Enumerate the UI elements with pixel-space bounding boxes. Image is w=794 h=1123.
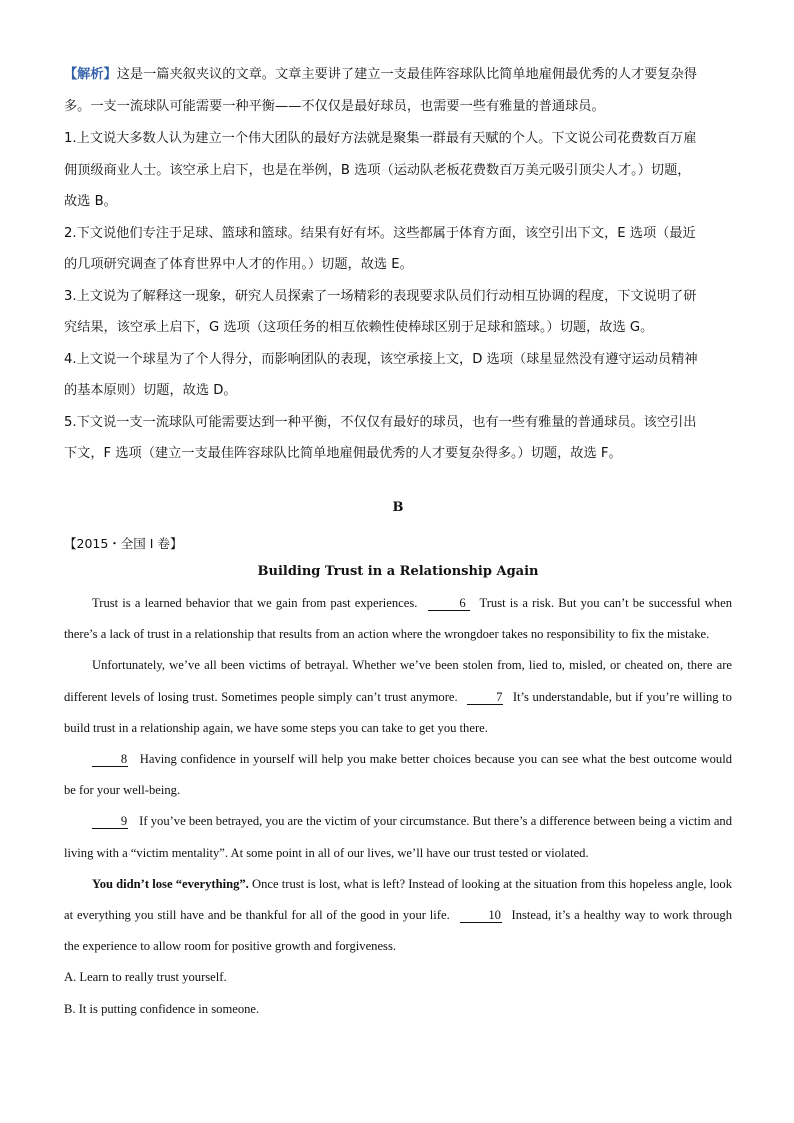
paragraph-1: Trust is a learned behavior that we gain from past experiences. 6 Trust is a risk. But you can’t be successful when there’s a lack of trust in a relationship that results from an action where the wrongdoer takes no responsibility to fix the mistake. bbox=[64, 596, 732, 642]
analysis-item-1-line-1: 1.上文说大多数人认为建立一个伟大团队的最好方法就是聚集一群最有天赋的个人。下文说公司花费数百万雇 bbox=[64, 131, 697, 146]
source-label: 【2015・全国 I 卷】 bbox=[64, 536, 183, 551]
option-a: A. Learn to really trust yourself. bbox=[64, 970, 227, 985]
blank-9: 9 bbox=[92, 814, 128, 829]
analysis-item-5-line-1: 5.下文说一支一流球队可能需要达到一种平衡，不仅仅有最好的球员，也有一些有雅量的普通球员。该空引出 bbox=[64, 415, 697, 430]
analysis-item-1-line-2: 佣顶级商业人士。该空承上启下，也是在举例，B 选项（运动队老板花费数百万美元吸引顶尖人才。）切题， bbox=[64, 163, 691, 178]
analysis-item-4-line-2: 的基本原则）切题，故选 D。 bbox=[64, 383, 237, 398]
passage-title: Building Trust in a Relationship Again bbox=[257, 564, 539, 579]
blank-10: 10 bbox=[460, 908, 502, 923]
analysis-item-2-line-1: 2.下文说他们专注于足球、篮球和篮球。结果有好有坏。这些都属于体育方面，该空引出下文，E 选项（最近 bbox=[64, 226, 696, 241]
analysis-tag: 【解析】 bbox=[64, 67, 117, 82]
paragraph-5: You didn’t lose “everything”. Once trust is lost, what is left? Instead of looking at the situation from this hopeless angle, look at everything you still have and be thankful for all of the good in your life. 10 Instead, it’s a healthy way to work through the experience to allow room for positive growth and forgiveness. bbox=[64, 876, 733, 954]
passage bbox=[64, 588, 732, 1025]
analysis-item-2-line-2: 的几项研究调查了体育世界中人才的作用。）切题，故选 E。 bbox=[64, 257, 413, 272]
analysis-item-3-line-2: 究结果，该空承上启下，G 选项（这项任务的相互依赖性使棒球区别于足球和篮球。）切题，故选 G。 bbox=[64, 320, 654, 335]
blank-8: 8 bbox=[92, 752, 128, 767]
paragraph-5-heading: You didn’t lose “everything”. bbox=[92, 876, 249, 891]
blank-7: 7 bbox=[467, 690, 503, 705]
analysis-item-4-line-1: 4.上文说一个球星为了个人得分，而影响团队的表现，该空承接上文，D 选项（球星显然没有遵守运动员精神 bbox=[64, 352, 698, 367]
paragraph-4: 9 If you’ve been betrayed, you are the victim of your circumstance. But there’s a difference between being a victim and living with a “victim mentality”. At some point in all of our lives, we’ll have our trust tested or violated. bbox=[64, 814, 732, 860]
analysis-item-5-line-2: 下文，F 选项（建立一支最佳阵容球队比简单地雇佣最优秀的人才要复杂得多。）切题，故选 F。 bbox=[64, 446, 622, 461]
paragraph-3: 8 Having confidence in yourself will help you make better choices because you can see what the best outcome would be for your well-being. bbox=[64, 752, 732, 798]
analysis-item-3-line-1: 3.上文说为了解释这一现象，研究人员探索了一场精彩的表现要求队员们行动相互协调的程度，下文说明了研 bbox=[64, 289, 697, 304]
analysis-item-1-line-3: 故选 B。 bbox=[64, 194, 117, 209]
blank-6: 6 bbox=[428, 596, 470, 611]
analysis-intro-line-1: 【解析】这是一篇夹叙夹议的文章。文章主要讲了建立一支最佳阵容球队比简单地雇佣最优秀的人才要复杂得 bbox=[64, 67, 697, 82]
section-letter: B bbox=[392, 500, 404, 515]
paragraph-2: Unfortunately, we’ve all been victims of betrayal. Whether we’ve been stolen from, lied to, misled, or cheated on, there are different levels of losing trust. Sometimes people simply can’t trust anymore. 7 It’s understandable, but if you’re willing to build trust in a relationship again, we have some steps you can take to get you there. bbox=[64, 658, 732, 735]
analysis-intro-line-2: 多。一支一流球队可能需要一种平衡——不仅仅是最好球员，也需要一些有雅量的普通球员。 bbox=[64, 99, 605, 114]
option-b: B. It is putting confidence in someone. bbox=[64, 1001, 260, 1016]
